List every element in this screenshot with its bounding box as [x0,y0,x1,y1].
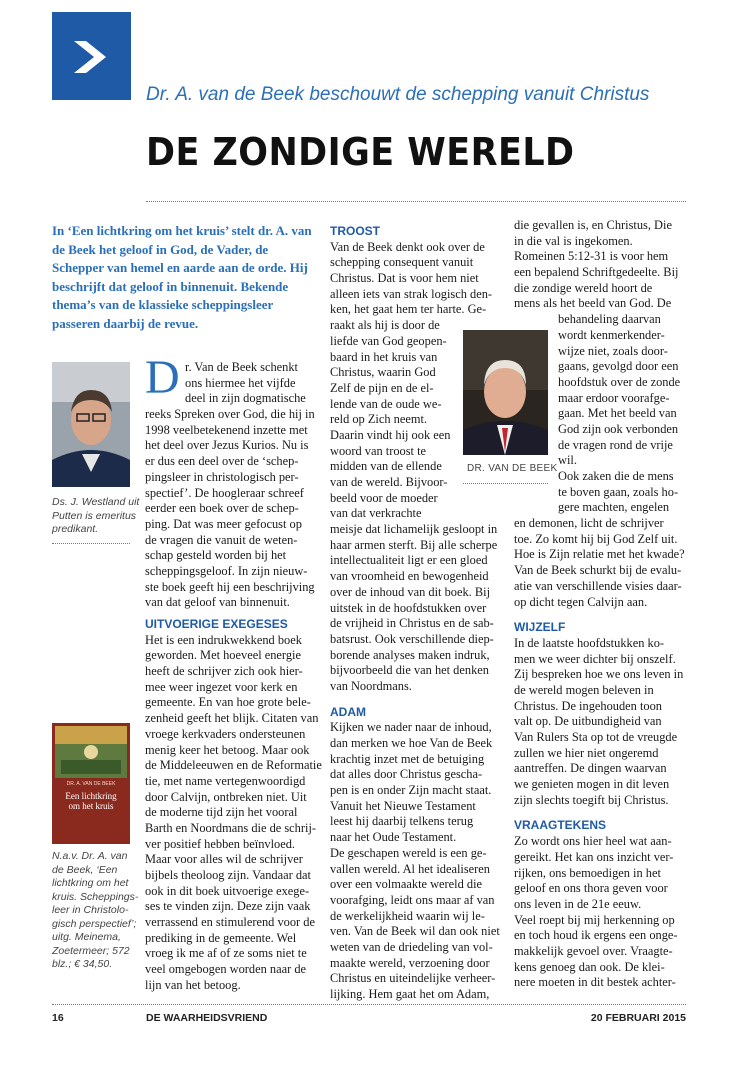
page-number: 16 [52,1012,64,1024]
column-2: TROOST Van de Beek denkt ook over de schepping consequent vanuit Christus. Dat is voor hem niet alleen iets van strak logisch den- ken, het gaat hem ter harte. Ge- raakt als hij is door de liefde van God geopen- baard in het kruis van Christus, waarin God Zelf de pijn en de el- lende van de oude we- reld op Zich neemt. Daarin vindt hij ook een woord van troost te midden van de ellende van de wereld. Bijvoor- beeld voor de moeder van dat verkrachte meisje dat lichamelijk gesloopt in haar armen sterft. Bij alle scherpe intellectualiteit ligt er een gloed van vroomheid en bewogenheid over de inhoud van dit boek. Bij uitstek in de hoofdstukken over de vrijheid in Christus en de sab- batsrust. Ook verschillende diep- borende analyses maken indruk, bijvoorbeeld die van het denken van Noordmans. ADAM Kijken we nader naar de inhoud, dan merken we hoe Van de Beek krachtig inzet met de betuiging dat alles door Christus gescha- pen is en onder Zijn macht staat. Vanuit het Nieuwe Testament leest hij daarbij telkens terug naar het Oude Testament. De geschapen wereld is een ge- vallen wereld. Al het idealiseren over een volmaakte wereld die voorafging, leidt ons maar af van de werkelijkheid waarin wij le- ven. Van de Beek wil dan ook niet weten van de driedeling van vol- maakte wereld, verzoening door Christus en uiteindelijke verheer- lijking. Hem gaat het om Adam, [330,224,502,1003]
title-divider [146,201,686,202]
caption-divider [52,543,130,544]
reviewer-photo [52,362,130,487]
drop-cap: D [145,351,180,404]
book-cover-title: Een lichtkring om het kruis [65,791,117,811]
issue-date: 20 FEBRUARI 2015 [590,1012,686,1024]
article-title: DE ZONDIGE WERELD [146,130,575,174]
intro-paragraph: In ‘Een lichtkring om het kruis’ stelt dr. A. van de Beek het geloof in God, de Vader, de Schepper van hemel en aarde aan de orde. Hij beschrijft dat geloof in binnenuit. Bekende thema’s van de klassieke scheppingsleer passeren daarbij de revue. [52,223,312,331]
heading-troost: TROOST [330,224,380,238]
section-logo [52,12,131,100]
footer-divider [52,1004,686,1005]
heading-wijzelf: WIJZELF [514,620,566,635]
column-3: die gevallen is, en Christus, Die in die val is ingekomen. Romeinen 5:12-31 is voor hem een bepalend Schriftgedeelte. Bij die zondige wereld hoort de mens als het beeld van God. De behandeling daarvan wordt kenmerkender- wijze niet, zoals door- gaans, gevolgd door een hoofdstuk over de zonde maar erdoor voorafge- gaan. Met het beeld van God zijn ook verbonden de vragen rond de vrije wil. Ook zaken die de mens te boven gaan, zoals ho- gere machten, engelen en demonen, licht de schrijver toe. Zo komt hij bij God Zelf uit. Hoe is Zijn relatie met het kwade? Van de Beek schurkt bij de evalu- atie van verschillende visies daar- op dicht tegen Calvijn aan. WIJZELF In de laatste hoofdstukken ko- men we weer dichter bij onszelf. Zij bespreken hoe we ons leven in de wereld mogen beleven in Christus. De ingehouden toon valt op. De uitbundigheid van Van Rulers Sta op tot de vreugde zullen we hier niet ongeremd aantreffen. De dingen waarvan we genieten mogen in dit leven zijn slechts toegift bij Christus. VRAAGTEKENS Zo wordt ons hier heel wat aan- gereikt. Het kan ons inzicht ver- rijken, ons bemoedigen in het geloof en ons thora geven voor ons leven in de 21e eeuw. Veel roept bij mij herkenning op en toch houd ik ergens een onge- makkelijk gevoel over. Vraagte- kens genoeg dan ook. De klei- nere moeten in dit bestek achter- [514,218,694,991]
column-1: r. Van de Beek schenkt ons hiermee het vijfde deel in zijn dogmatische reeks Spreken over God, die hij in 1998 veelbetekenend inzette met het deel over Jezus Kurios. Nu is er dus een deel over de ‘schep- pingsleer in christologisch per- spectief’. De hoogleraar schreef eerder een boek over de schep- ping. Dat was meer gefocust op de vragen die vanuit de weten- schap gesteld worden bij het scheppingsgeloof. In zijn nieuw- ste boek geeft hij een beschrijving van dat geloof van binnenuit. UITVOERIGE EXEGESES Het is een indrukwekkend boek geworden. Met hoeveel energie heeft de schrijver zich ook hier- mee weer ingezet voor kerk en gemeente. En van hoe grote bele- zenheid geeft het blijk. Citaten van vroege kerkvaders ondersteunen menig keer het betoog. Maar ook de Middeleeuwen en de Reformatie tie, met name vertegenwoordigd door Calvijn, ontbreken niet. Uit de moderne tijd zijn het vooral Barth en Noordmans die de schrij- ver positief hebben beïnvloed. Maar voor alles wil de schrijver bijbels theoloog zijn. Vandaar dat ook in dit boek uitvoerige exege- ses te vinden zijn. Deze zijn vaak verrassend en stimulerend voor de prediking in de gemeente. Wel vroeg ik me af of ze soms niet te veel omgebogen worden naar de lijn van het betoog. [145,360,322,992]
article-subtitle: Dr. A. van de Beek beschouwt de schepping vanuit Christus [146,84,650,105]
book-caption: N.a.v. Dr. A. van de Beek, ‘Een lichtkring om het kruis. Scheppings- leer in Christolo- gisch perspectief’; uitg. Meinema, Zoetermeer; 572 blz.; € 34,50. [52,850,139,970]
magazine-name: DE WAARHEIDSVRIEND [146,1012,268,1024]
heading-adam: ADAM [330,704,366,719]
book-cover-author: DR. A. VAN DE BEEK [66,781,116,787]
book-cover-image [55,726,127,778]
author-photo-caption: DR. VAN DE BEEK [467,463,558,474]
book-cover [52,723,130,844]
heading-uitvoerige-exegeses: UITVOERIGE EXEGESES [145,617,288,631]
chevron-right-icon [70,38,112,76]
reviewer-caption: Ds. J. Westland uit Putten is emeritus predikant. [52,496,140,535]
heading-vraagtekens: VRAAGTEKENS [514,818,607,833]
